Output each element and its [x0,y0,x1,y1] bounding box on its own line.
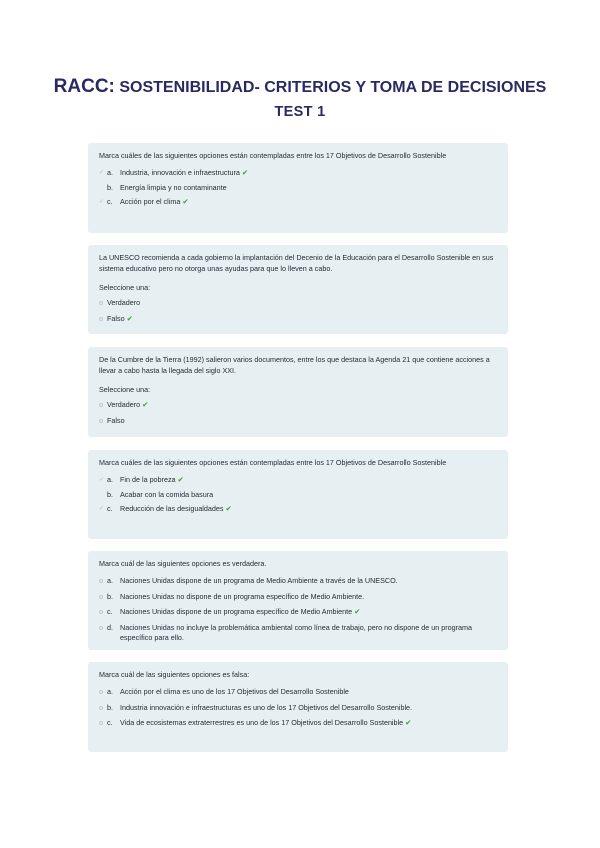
option-text: Acción por el clima es uno de los 17 Objetivos del Desarrollo Sostenible [120,687,349,696]
option-c[interactable] [99,197,498,207]
radio-icon [99,592,107,603]
check-mark-icon: ✓ [99,199,105,205]
option-a[interactable] [99,687,498,698]
option-c[interactable] [99,718,498,729]
select-label: Seleccione una: [99,385,151,394]
check-mark-icon: ✓ [99,506,105,512]
option-text: Falso [107,415,125,425]
option-b[interactable] [99,183,498,193]
option-text: Verdadero [107,298,141,307]
correct-check-icon: ✔ [241,168,249,177]
option-false[interactable] [99,416,498,427]
option-text: Naciones Unidas no incluye la problemática ambiental como línea de trabajo, pero no dispone de un programa específico para ello. [120,622,473,642]
option-letter: c. [107,607,113,616]
correct-check-icon: ✔ [177,475,184,484]
option-letter: b. [107,489,113,499]
brand: RACC: [53,76,115,97]
option-true[interactable] [99,298,498,309]
radio-selected-icon [99,400,107,411]
page-subtitle: TEST 1 [274,104,326,120]
question-card-6 [88,662,508,752]
option-d[interactable] [99,623,498,643]
option-true[interactable] [99,400,498,411]
question-text: La UNESCO recomienda a cada gobierno la implantación del Decenio de la Educación para el Desarrollo Sostenible en sus sistema educativo pero no otorga unas ayudas para que lo lleven a cabo. [99,253,494,273]
option-letter: a. [107,475,113,484]
question-text: Marca cuál de las siguientes opciones es falsa: [99,670,250,679]
check-mark-icon: ✓ [99,170,105,176]
option-text: Industria, innovación e infraestructura [120,168,240,177]
option-text: Fin de la pobreza [120,475,176,484]
option-text: Acabar con la comida basura [120,489,214,499]
option-a[interactable] [99,475,498,485]
option-text: Falso [107,313,125,323]
option-a[interactable] [99,576,498,587]
question-text: Marca cuáles de las siguientes opciones están contempladas entre los 17 Objetivos de Desarrollo Sostenible [99,458,447,467]
option-text: Vida de ecosistemas extraterrestres es uno de los 17 Objetivos del Desarrollo Sostenible [120,718,404,727]
option-b[interactable] [99,592,498,603]
option-letter: a. [107,687,113,696]
option-c[interactable] [99,607,498,618]
correct-check-icon: ✔ [225,504,232,513]
option-letter: b. [107,702,113,712]
option-letter: d. [107,622,113,632]
question-text: Marca cuáles de las siguientes opciones están contempladas entre los 17 Objetivos de Desarrollo Sostenible [99,151,447,160]
check-mark-icon: ✓ [99,477,105,483]
question-card-2 [88,245,508,334]
option-letter: c. [107,718,113,727]
option-text: Naciones Unidas dispone de un programa de Medio Ambiente a través de la UNESCO. [120,576,398,585]
option-text: Energía limpia y no contaminante [120,182,227,192]
radio-icon [99,623,107,634]
option-letter: c. [107,504,113,513]
option-b[interactable] [99,490,498,500]
option-text: Verdadero [107,400,141,409]
question-card-4 [88,450,508,539]
option-false[interactable] [99,314,498,325]
question-card-3 [88,347,508,437]
option-text: Acción por el clima [120,197,181,206]
radio-icon [99,576,107,587]
question-card-5 [88,551,508,650]
radio-icon [99,416,107,427]
radio-icon [99,298,107,309]
correct-check-icon: ✔ [126,313,133,323]
option-letter: a. [107,576,113,585]
option-letter: a. [107,168,113,177]
option-b[interactable] [99,703,498,714]
radio-selected-icon [99,314,107,325]
option-c[interactable] [99,504,498,514]
correct-check-icon: ✔ [142,400,149,409]
title-text: SOSTENIBILIDAD- CRITERIOS Y TOMA DE DECISIONES [119,79,547,96]
option-a[interactable] [99,168,498,178]
question-card-1 [88,143,508,233]
correct-check-icon: ✔ [182,197,189,206]
correct-check-icon: ✔ [405,718,412,727]
radio-selected-icon [99,718,107,729]
page-title [0,76,600,98]
radio-selected-icon [99,607,107,618]
option-text: Naciones Unidas dispone de un programa específico de Medio Ambiente [120,607,353,616]
option-text: Industria innovación e infraestructuras es uno de los 17 Objetivos del Desarrollo Sostenible. [120,702,413,712]
option-text: Reducción de las desigualdades [120,504,224,513]
radio-icon [99,703,107,714]
radio-icon [99,687,107,698]
option-letter: b. [107,591,113,601]
option-text: Naciones Unidas no dispone de un programa específico de Medio Ambiente. [120,591,365,601]
option-letter: c. [107,197,113,206]
question-text: Marca cuál de las siguientes opciones es verdadera. [99,559,267,568]
select-label: Seleccione una: [99,283,151,292]
option-letter: b. [107,182,113,192]
question-text: De la Cumbre de la Tierra (1992) salieron varios documentos, entre los que destaca la Agenda 21 que contiene acciones a llevar a cabo hasta la llegada del siglo XXI. [99,355,490,375]
correct-check-icon: ✔ [354,607,361,616]
